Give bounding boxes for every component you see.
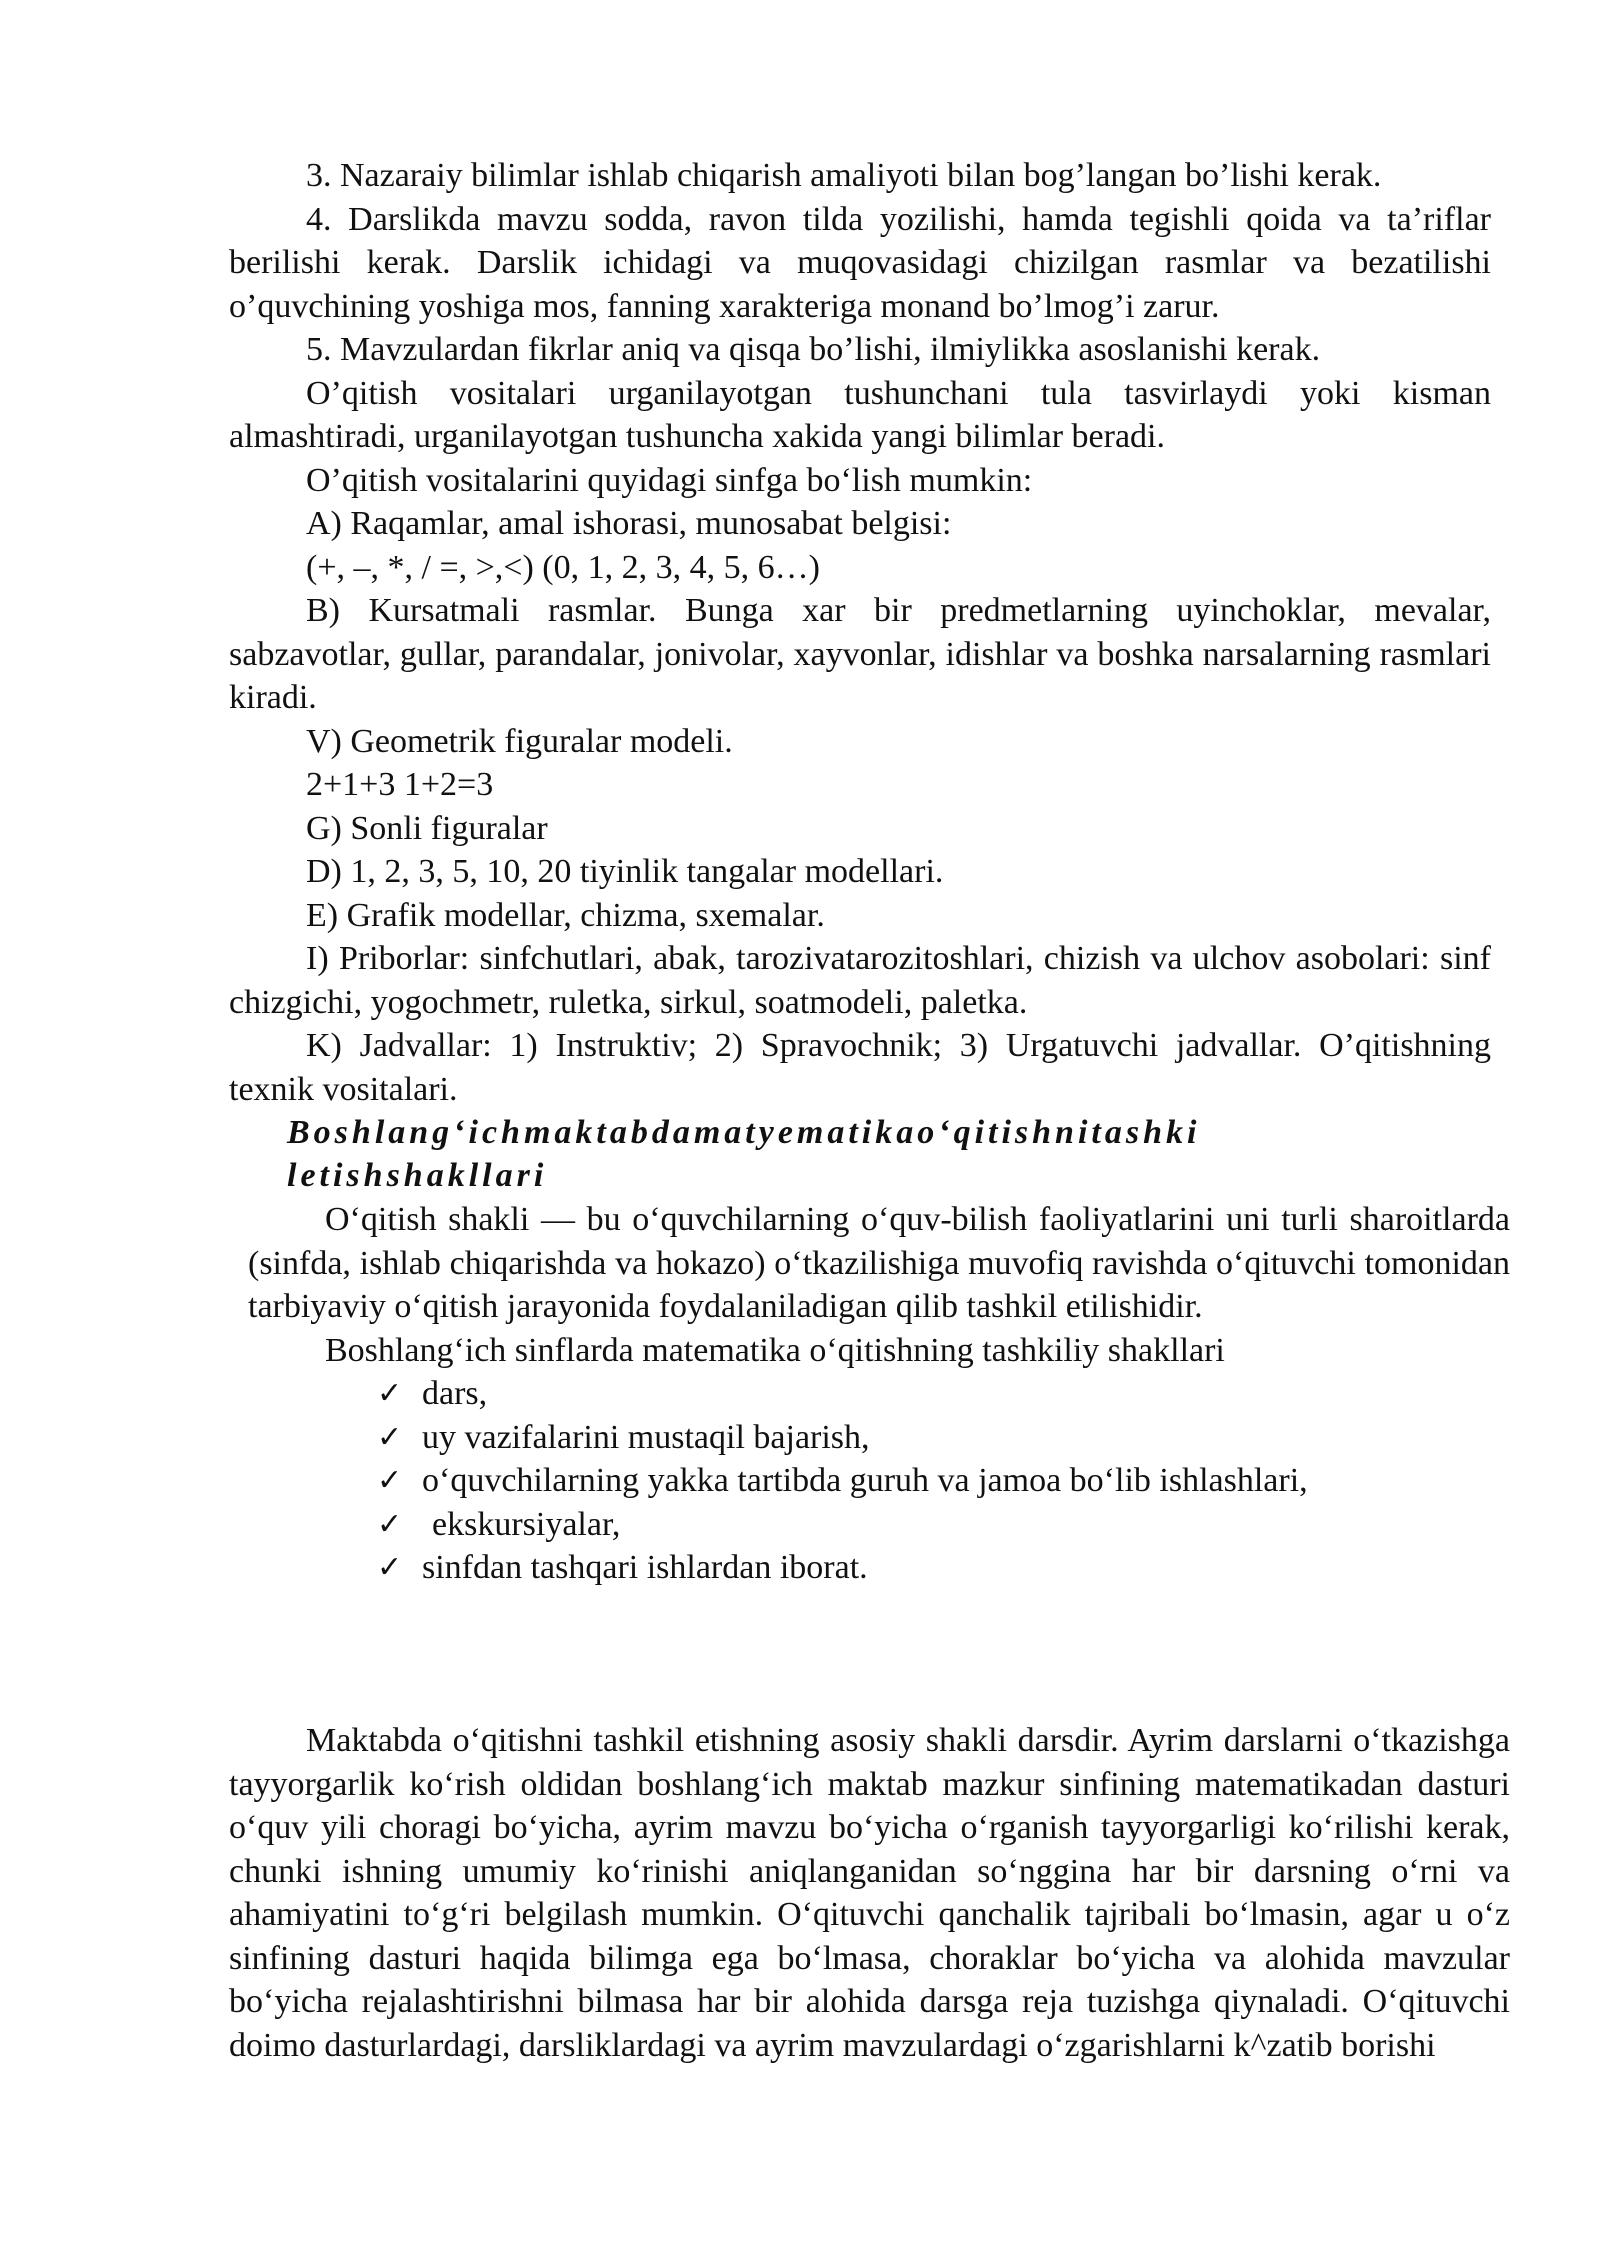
checkmark-icon: ✓ [377, 1506, 403, 1542]
section-heading-line-2: letishshakllari [287, 1157, 548, 1194]
list-item [377, 1503, 1510, 1547]
list-item-text: o‘quvchilarning yakka tartibda guruh va jamoa bo‘lib ishlashlari, [422, 1462, 1308, 1499]
paragraph-item-4: 4. Darslikda mavzu sodda, ravon tilda yozilishi, hamda tegishli qoida va ta’riflar berilishi kerak. Darslik ichidagi va muqovasidagi chizilgan rasmlar va bezatilishi o’quvchining yoshiga mos, fanning xarakteriga monand bo’lmog’i zarur. [229, 200, 1491, 325]
paragraph-teaching-aids-definition: O’qitish vositalari urganilayotgan tushunchani tula tasvirlaydi yoki kisman almashtiradi, urganilayotgan tushuncha xakida yangi bilimlar beradi. [229, 374, 1491, 455]
paragraph-item-3: 3. Nazaraiy bilimlar ishlab chiqarish amaliyoti bilan bog’langan bo’lishi kerak. [306, 157, 1382, 194]
list-item-g-figures: G) Sonli figuralar [306, 809, 548, 847]
paragraph-teaching-form-definition: O‘qitish shakli — bu o‘quvchilarning o‘quv-bilish faoliyatlarini uni turli sharoitlarda (sinfda, ishlab chiqarishda va hokazo) o‘tkazilishiga muvofiq ravishda o‘qituvchi tomonidan tarbiyaviy o‘qitish jarayonida foydalaniladigan qilib tashkil etilishidir. [248, 1201, 1510, 1325]
checkmark-icon: ✓ [377, 1463, 403, 1498]
list-item-b-pictures: B) Kursatmali rasmlar. Bunga xar bir predmetlarning uyinchoklar, mevalar, sabzavotlar, gullar, parandalar, jonivolar, xayvonlar, idishlar va boshka narsalarning rasmlari kiradi. [229, 592, 1491, 716]
equation-line: 2+1+3 1+2=3 [306, 766, 494, 803]
list-item-text: uy vazifalarini mustaqil bajarish, [422, 1418, 870, 1456]
list-item-d-coins: D) 1, 2, 3, 5, 10, 20 tiyinlik tangalar modellari. [306, 853, 944, 890]
list-item-text: dars, [422, 1375, 488, 1412]
list-item [377, 1459, 1510, 1503]
list-item-text: sinfdan tashqari ishlardan iborat. [422, 1549, 868, 1586]
paragraph-lesson-planning: Maktabda o‘qitishni tashkil etishning asosiy shakli darsdir. Ayrim darslarni o‘tkazishga tayyorgarlik ko‘rish oldidan boshlang‘ich maktab mazkur sinfining matematikadan dasturi o‘quv yili choragi bo‘yicha, ayrim mavzu bo‘yicha o‘rganish tayyorgarligi ko‘rilishi kerak, chunki ishning umumiy ko‘rinishi aniqlanganidan so‘nggina har bir darsning o‘rni va ahamiyatini to‘g‘ri belgilash mumkin. O‘qituvchi qanchalik tajribali bo‘lmasin, agar u o‘z sinfining dasturi haqida bilimga ega bo‘lmasa, choraklar bo‘yicha va alohida mavzular bo‘yicha rejalashtirishni bilmasa har bir alohida darsga reja tuzishga qiynaladi. O‘qituvchi doimo dasturlardagi, darsliklardagi va ayrim mavzulardagi o‘zgarishlarni k^zatib borishi [229, 1722, 1510, 2064]
list-item [377, 1416, 1510, 1460]
list-item [377, 1546, 1510, 1590]
section-heading-line-1: Boshlang‘ichmaktabdamatyematikao‘qitishnitashki [287, 1114, 1201, 1151]
text-block-teaching-aids [229, 154, 1491, 1197]
section-heading [210, 1111, 1491, 1197]
text-block-lesson [229, 1719, 1510, 2067]
checkmark-icon: ✓ [377, 1376, 403, 1411]
text-block-forms [248, 1198, 1510, 1590]
checkmark-icon: ✓ [377, 1550, 403, 1585]
forms-checklist [248, 1372, 1510, 1590]
list-item-e-graphic: E) Grafik modellar, chizma, sxemalar. [306, 896, 825, 934]
list-item-v-geometric: V) Geometrik figuralar modeli. [306, 722, 733, 760]
list-item-k-tables: K) Jadvallar: 1) Instruktiv; 2) Spravochnik; 3) Urgatuvchi jadvallar. O’qitishning texnik vositalari. [229, 1027, 1491, 1108]
paragraph-forms-intro: Boshlang‘ich sinflarda matematika o‘qitishning tashkiliy shakllari [325, 1331, 1225, 1369]
paragraph-item-5: 5. Mavzulardan fikrlar aniq va qisqa bo’lishi, ilmiylikka asoslanishi kerak. [306, 331, 1321, 368]
list-item-a-numbers: A) Raqamlar, amal ishorasi, munosabat belgisi: [306, 505, 952, 542]
checkmark-icon: ✓ [377, 1419, 403, 1455]
list-item-text: ekskursiyalar, [432, 1505, 621, 1543]
list-item-i-instruments: I) Priborlar: sinfchutlari, abak, tarozivatarozitoshlari, chizish va ulchov asobolari: sinf chizgichi, yogochmetr, ruletka, sirkul, soatmodeli, paletka. [229, 940, 1491, 1021]
symbols-line: (+, –, *, / =, >,<) (0, 1, 2, 3, 4, 5, 6…) [306, 548, 820, 586]
paragraph-classification-intro: O’qitish vositalarini quyidagi sinfga bo‘lish mumkin: [306, 461, 1033, 499]
list-item [377, 1372, 1510, 1416]
